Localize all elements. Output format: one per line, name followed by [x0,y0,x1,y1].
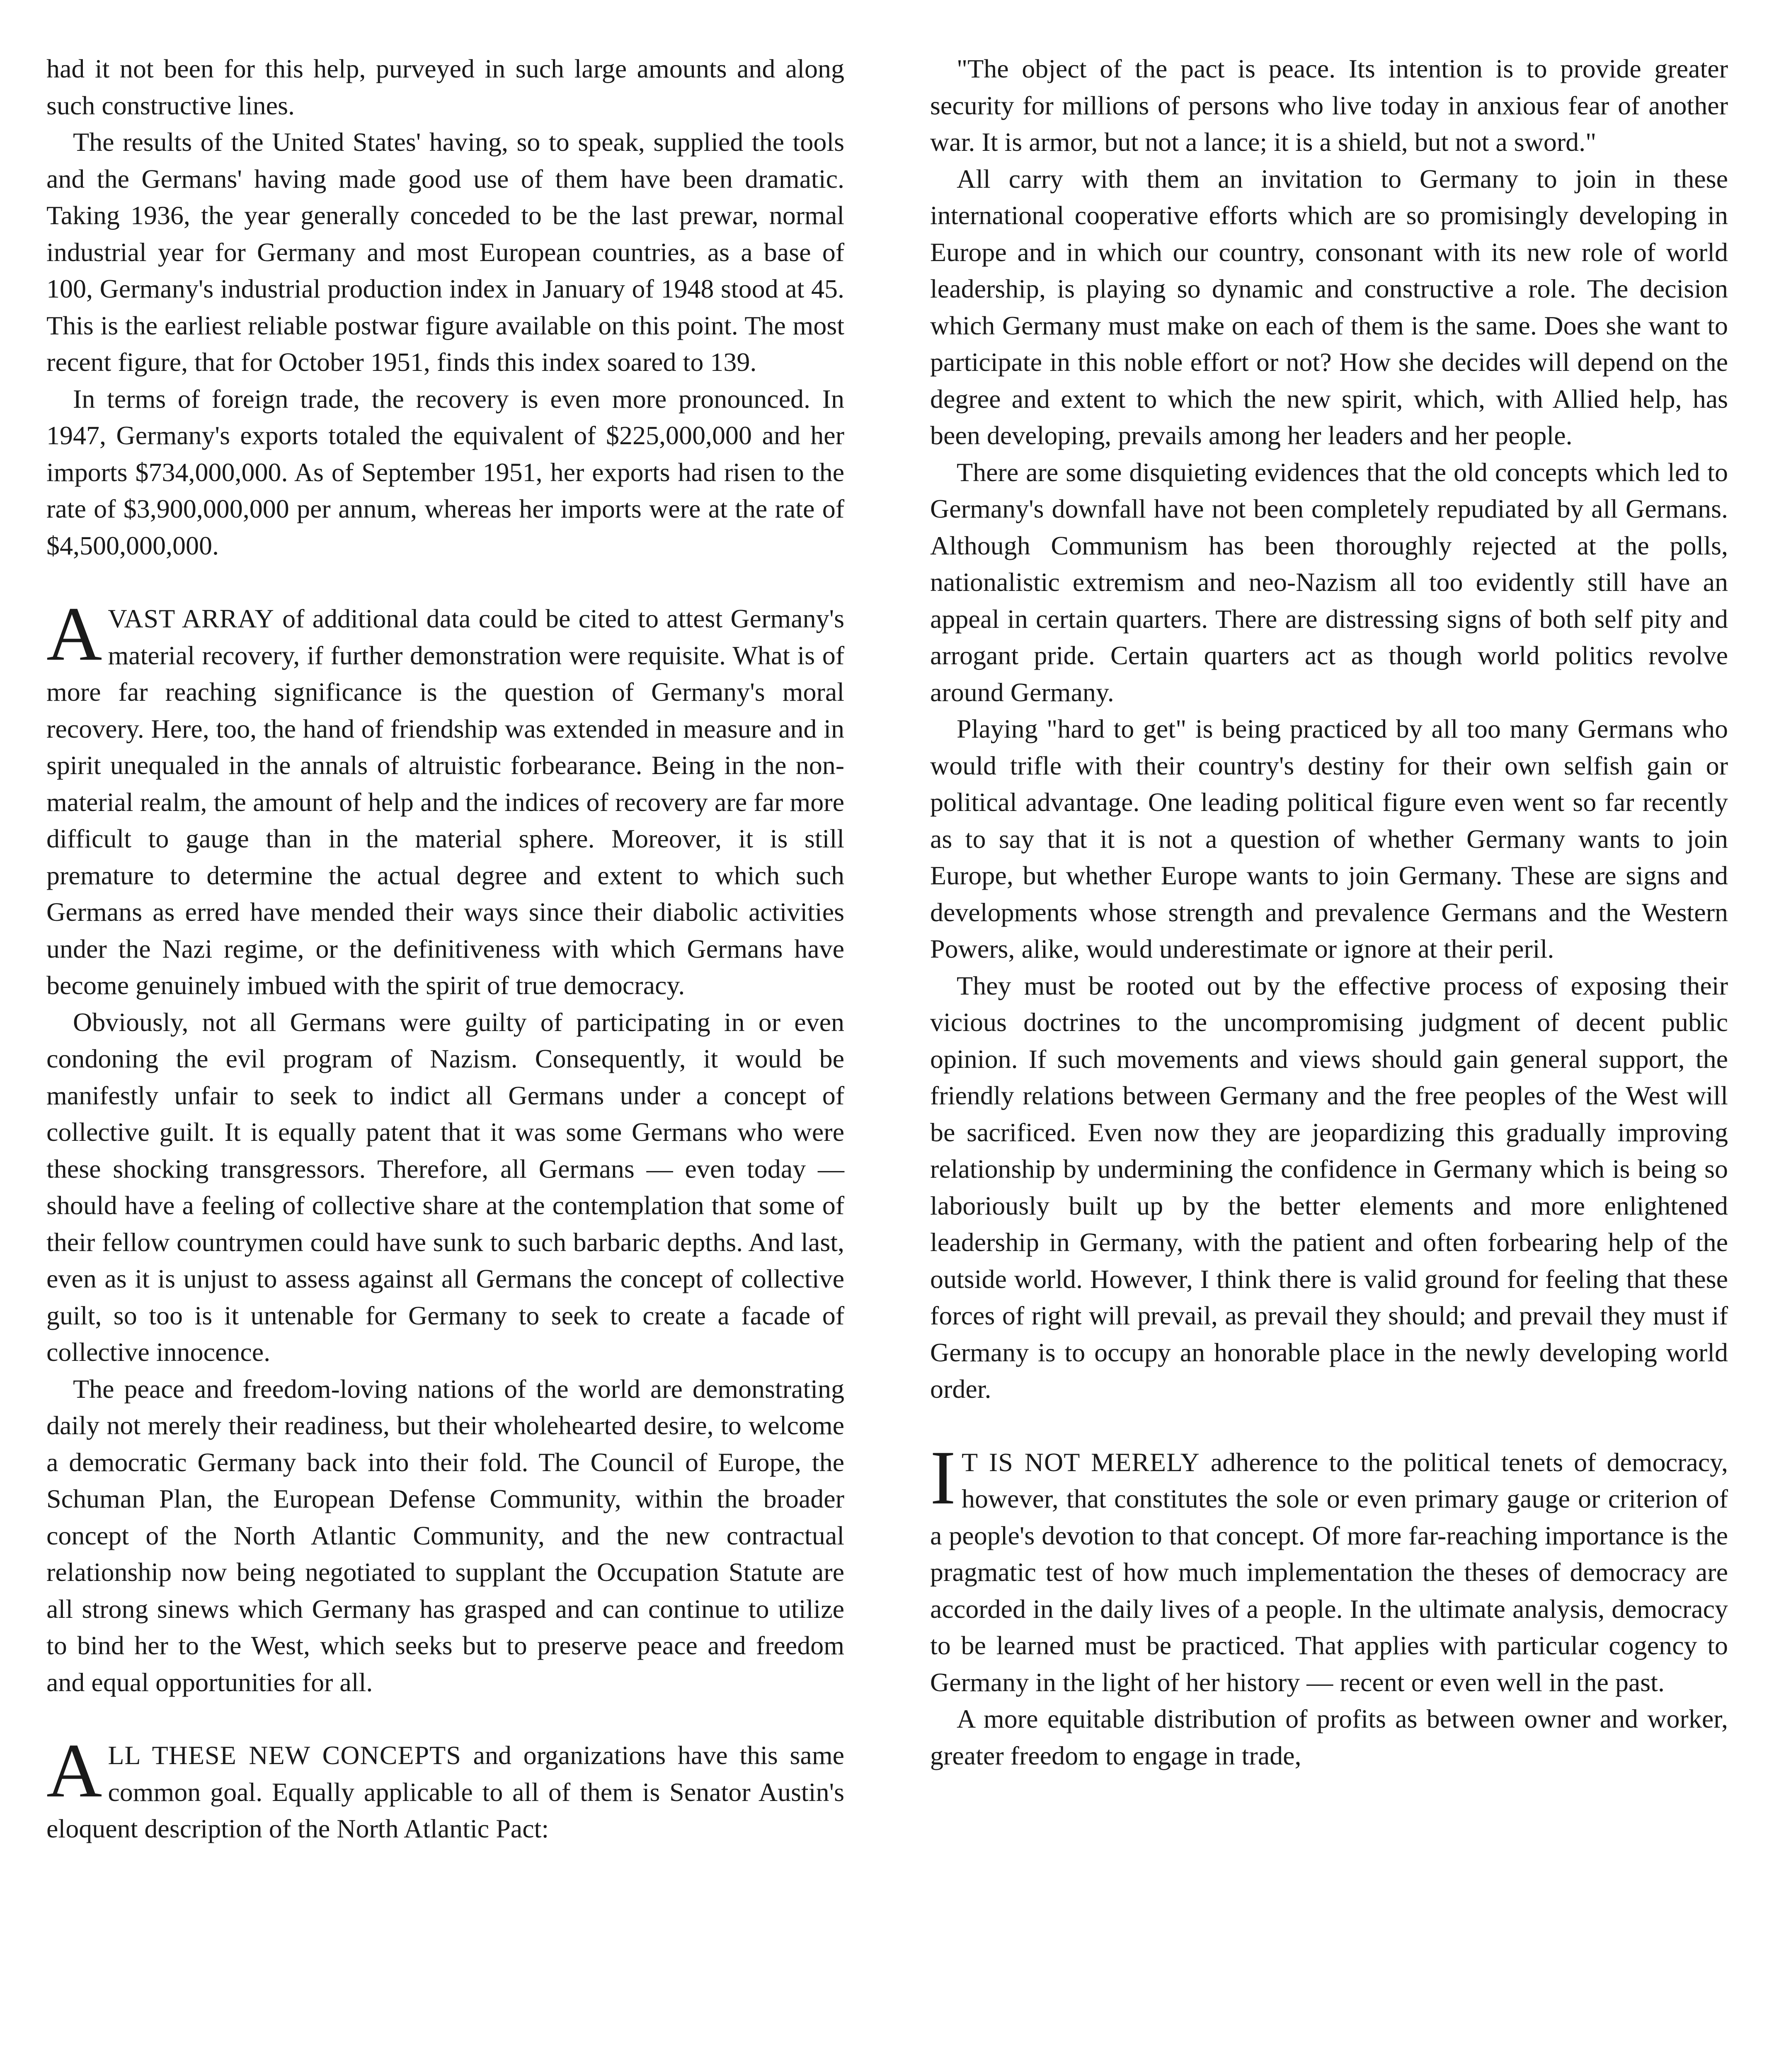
paragraph-text: of additional data could be cited to attest Germany's material recovery, if further demonstration were requisite. What is of more far reaching significance is the question of Germany's moral recovery. Here, too, the hand of friendship was extended in measure and in spirit unequaled in the annals of altruistic forbearance. Being in the non-material realm, the amount of help and the indices of recovery are far more difficult to gauge than in the material sphere. Moreover, it is still premature to determine the actual degree and extent to which such Germans as erred have mended their ways since their diabolic activities under the Nazi regime, or the definitiveness with which Germans have become genuinely imbued with the spirit of true democracy. [46,604,845,1000]
lead-in-caps: T IS NOT MERELY [961,1447,1200,1477]
quotation-paragraph: "The object of the pact is peace. Its intention is to provide greater security for millions of persons who live today in anxious fear of another war. It is armor, but not a lance; it is a shield, but not a sword." [930,54,1728,157]
body-paragraph: Obviously, not all Germans were guilty of participating in or even condoning the evil program of Nazism. Consequently, it would be manifestly unfair to seek to indict all Germans under a concept of collective guilt. It is equally patent that it was some Germans who were these shocking transgressors. Therefore, all Germans — even today — should have a feeling of collective share at the contemplation that some of their fellow countrymen could have sunk to such barbaric depths. And last, even as it is unjust to assess against all Germans the concept of collective guilt, so too is it untenable for Germany to seek to create a facade of collective innocence. [46,1007,844,1367]
body-paragraph: In terms of foreign trade, the recovery is even more pronounced. In 1947, Germany's exports totaled the equivalent of $225,000,000 and her imports $734,000,000. As of September 1951, her exports had risen to the rate of $3,900,000,000 per annum, whereas her imports were at the rate of $4,500,000,000. [46,384,844,560]
body-paragraph: Playing "hard to get" is being practiced by all too many Germans who would trifle with their country's destiny for their own selfish gain or political advantage. One leading political figure even went so far recently as to say that it is not a question of whether Germany wants to join Europe, but whether Europe wants to join Germany. These are signs and developments whose strength and prevalence Germans and the Western Powers, alike, would underestimate or ignore at their peril. [930,714,1728,963]
body-paragraph: The peace and freedom-loving nations of the world are demonstrating daily not merely their readiness, but their wholehearted desire, to welcome a democratic Germany back into their fold. The Council of Europe, the Schuman Plan, the European Defense Community, within the broader concept of the North Atlantic Community, and the new contractual relationship now being negotiated to supplant the Occupation Statute are all strong sinews which Germany has grasped and can continue to utilize to bind her to the West, which seeks but to preserve peace and freedom and equal opportunities for all. [46,1374,844,1697]
paragraph-text: and organizations have this same common goal. Equally applicable to all of them is Senator Austin's eloquent description of the North Atlantic Pact: [46,1740,845,1843]
right-column [930,51,1728,1774]
left-column [46,51,844,1847]
drop-cap: A [46,591,102,677]
body-paragraph: had it not been for this help, purveyed in such large amounts and along such constructive lines. [46,54,844,120]
drop-cap: I [930,1435,956,1520]
section-lead-paragraph [46,1728,845,1847]
paragraph-text: adherence to the political tenets of democracy, however, that constitutes the sole or even primary gauge or criterion of a people's devotion to that concept. Of more far-reaching importance is the pragmatic test of how much implementation the theses of democracy are accorded in the daily lives of a people. In the ultimate analysis, democracy to be learned must be practiced. That applies with particular cogency to Germany in the light of her history — recent or even well in the past. [930,1447,1728,1697]
body-paragraph: The results of the United States' having, so to speak, supplied the tools and the Germans' having made good use of them have been dramatic. Taking 1936, the year generally conceded to be the last prewar, normal industrial year for Germany and most European countries, as a base of 100, Germany's industrial production index in January of 1948 stood at 45. This is the earliest reliable postwar figure available on this point. The most recent figure, that for October 1951, finds this index soared to 139. [46,127,844,377]
body-paragraph: A more equitable distribution of profits as between owner and worker, greater freedom to engage in trade, [930,1704,1728,1770]
lead-in-caps: VAST ARRAY [108,604,274,633]
section-lead-paragraph [930,1435,1728,1701]
lead-in-caps: LL THESE NEW CONCEPTS [108,1740,461,1770]
body-paragraph: All carry with them an invitation to Germany to join in these international cooperative efforts which are so promisingly developing in Europe and in which our country, consonant with its new role of world leadership, is playing so dynamic and constructive a role. The decision which Germany must make on each of them is the same. Does she want to participate in this noble effort or not? How she decides will depend on the degree and extent to which the new spirit, which, with Allied help, has been developing, prevails among her leaders and her people. [930,164,1728,450]
body-paragraph: They must be rooted out by the effective process of exposing their vicious doctrines to the uncompromising judgment of decent public opinion. If such movements and views should gain general support, the friendly relations between Germany and the free peoples of the West will be sacrificed. Even now they are jeopardizing this gradually improving relationship by undermining the confidence in Germany which is being so laboriously built up by the better elements and more enlightened leadership in Germany, with the patient and often forbearing help of the outside world. However, I think there is valid ground for feeling that these forces of right will prevail, as prevail they should; and prevail they must if Germany is to occupy an honorable place in the newly developing world order. [930,971,1728,1404]
section-lead-paragraph [46,591,845,1004]
body-paragraph: There are some disquieting evidences that the old concepts which led to Germany's downfall have not been completely repudiated by all Germans. Although Communism has been thoroughly rejected at the polls, nationalistic extremism and neo-Nazism all too evidently still have an appeal in certain quarters. There are distressing signs of both self pity and arrogant pride. Certain quarters act as though world politics revolve around Germany. [930,457,1728,707]
drop-cap: A [46,1728,102,1813]
